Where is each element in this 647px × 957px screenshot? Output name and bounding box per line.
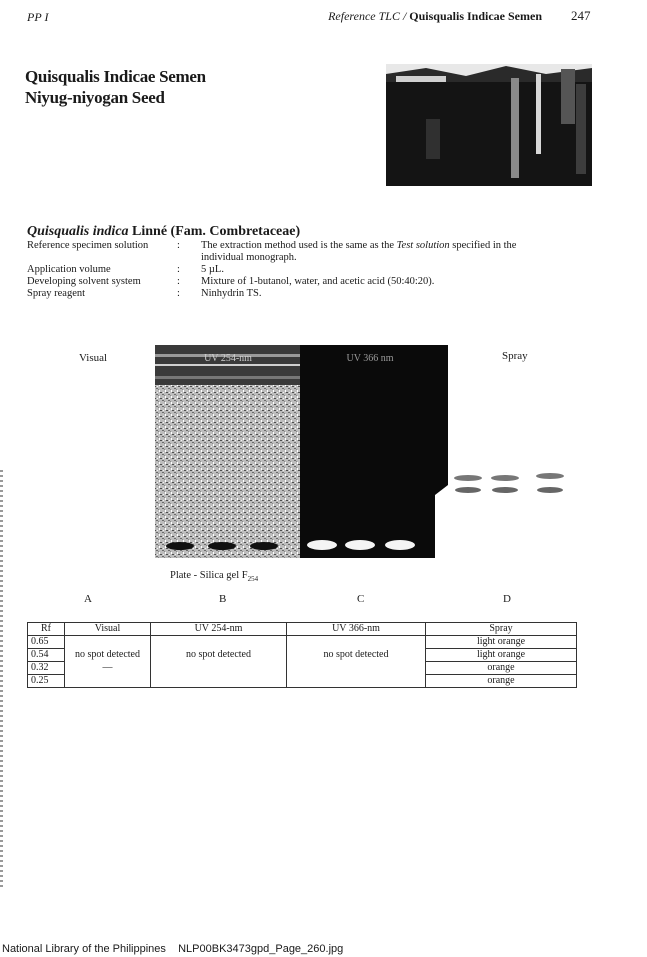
uv366-panel: [300, 345, 448, 558]
spec-value: [201, 240, 561, 264]
plate-label-visual: Visual: [79, 352, 108, 364]
rf-table: [27, 622, 577, 688]
page-number: 247: [571, 8, 591, 23]
title-latin: Quisqualis Indicae Semen: [25, 67, 206, 86]
uv254-cell: no spot detected: [151, 649, 287, 662]
visual-cell: [65, 675, 151, 688]
species-heading: [27, 224, 300, 240]
spray-cell: light orange: [426, 649, 577, 662]
spec-value: Mixture of 1-butanol, water, and acetic acid (50:40:20).: [201, 276, 435, 287]
spec-colon: :: [177, 288, 180, 299]
spec-colon: :: [177, 240, 180, 251]
spec-value: Ninhydrin TS.: [201, 288, 262, 299]
footer-library: National Library of the Philippines: [2, 943, 166, 955]
header-visual: Visual: [65, 623, 151, 636]
running-header-section: [328, 9, 542, 24]
section-label: Reference TLC /: [328, 9, 410, 23]
seed-photo: [386, 64, 592, 186]
rf-value: 0.32: [28, 662, 65, 675]
section-title: Quisqualis Indicae Semen: [409, 9, 542, 23]
spec-label: Developing solvent system: [27, 276, 141, 287]
spec-colon: :: [177, 264, 180, 275]
scan-edge-artifact: [0, 470, 3, 890]
table-row: [28, 636, 577, 649]
rf-value: 0.54: [28, 649, 65, 662]
plate-label-spray: Spray: [502, 350, 528, 362]
visual-cell: —: [65, 662, 151, 675]
spec-colon: :: [177, 276, 180, 287]
spec-value-italic: Test solution: [396, 240, 450, 251]
title-common: Niyug-niyogan Seed: [25, 88, 165, 107]
seed-photo-graphic: [386, 64, 592, 186]
spec-row: [27, 264, 561, 276]
spec-value-text: The extraction method used is the same as the: [201, 240, 397, 251]
footer-filename: NLP00BK3473gpd_Page_260.jpg: [178, 943, 344, 955]
spec-row: [27, 276, 561, 288]
species-family: Linné (Fam. Combretaceae): [128, 224, 301, 239]
tlc-plate-image: [150, 340, 600, 565]
plate-caption-text: Plate - Silica gel F: [170, 570, 248, 581]
uv366-cell: [287, 675, 426, 688]
spec-label: Spray reagent: [27, 288, 86, 299]
tlc-specification: [27, 240, 561, 300]
header-uv366: UV 366-nm: [287, 623, 426, 636]
rf-value: 0.25: [28, 675, 65, 688]
scan-footer: [2, 943, 343, 955]
header-rf: Rf: [28, 623, 65, 636]
table-header-row: [28, 623, 577, 636]
uv254-cell: [151, 662, 287, 675]
monograph-title: [25, 66, 206, 108]
plate-label-uv254: UV 254-nm: [204, 353, 252, 364]
lane-letter-c: C: [357, 593, 365, 605]
uv366-cell: [287, 636, 426, 649]
running-header-left: PP I: [27, 10, 49, 24]
lane-letter-a: A: [84, 593, 92, 605]
visual-cell: no spot detected: [65, 649, 151, 662]
table-row: [28, 649, 577, 662]
header-uv254: UV 254-nm: [151, 623, 287, 636]
uv254-cell: [151, 636, 287, 649]
spec-row: [27, 240, 561, 264]
spray-spots: [454, 473, 564, 493]
rf-value: 0.65: [28, 636, 65, 649]
spec-label: Reference specimen solution: [27, 240, 149, 251]
lane-letter-d: D: [503, 593, 511, 605]
spec-value-text: specified in the individual monograph.: [201, 240, 517, 263]
table-row: [28, 662, 577, 675]
plate-label-uv366: UV 366 nm: [346, 353, 394, 364]
table-row: [28, 675, 577, 688]
uv254-cell: [151, 675, 287, 688]
spray-cell: light orange: [426, 636, 577, 649]
spray-cell: orange: [426, 675, 577, 688]
spec-row: [27, 288, 561, 300]
species-name: Quisqualis indica: [27, 224, 129, 239]
spec-label: Application volume: [27, 264, 111, 275]
spec-value: 5 µL.: [201, 264, 224, 275]
uv254-panel: [155, 345, 300, 558]
uv366-cell: [287, 662, 426, 675]
plate-caption: [170, 570, 258, 583]
spray-cell: orange: [426, 662, 577, 675]
header-spray: Spray: [426, 623, 577, 636]
uv366-cell: no spot detected: [287, 649, 426, 662]
visual-cell: [65, 636, 151, 649]
lane-letter-b: B: [219, 593, 227, 605]
plate-caption-sub: 254: [247, 575, 259, 584]
